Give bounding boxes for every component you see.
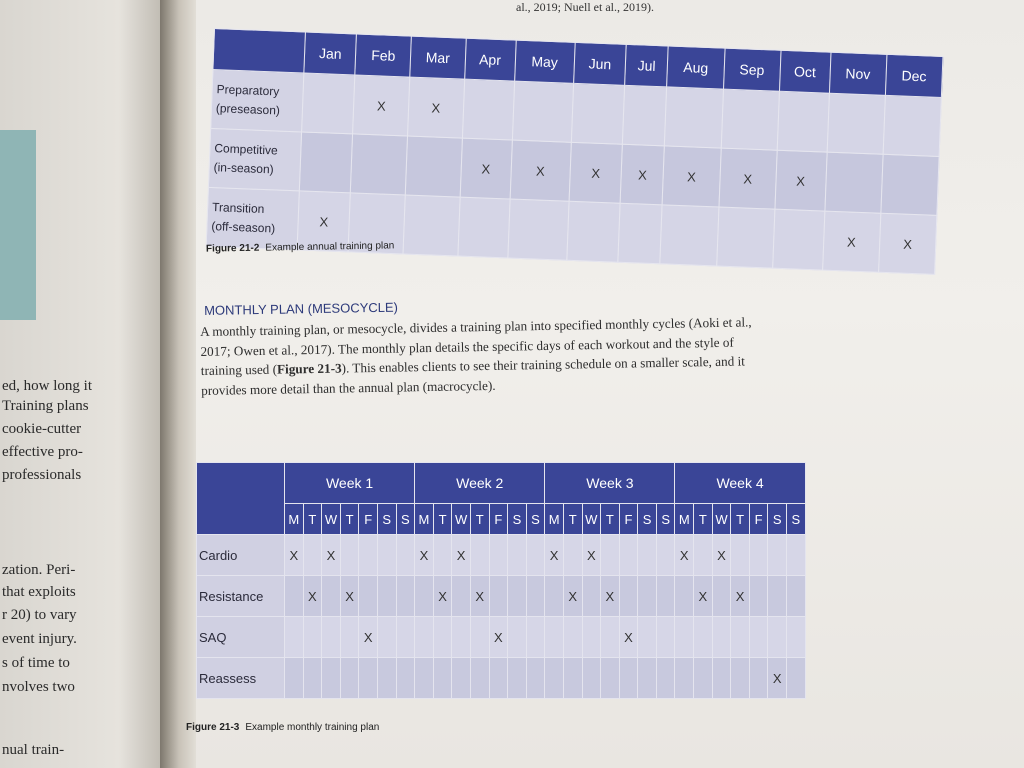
monthly-cell	[694, 658, 713, 699]
monthly-cell	[285, 576, 304, 617]
day-header: W	[582, 504, 601, 535]
monthly-row	[197, 617, 806, 658]
annual-cell	[721, 89, 779, 150]
monthly-cell	[322, 658, 341, 699]
day-header: W	[712, 504, 731, 535]
monthly-cell	[303, 658, 322, 699]
monthly-cell	[656, 576, 675, 617]
monthly-cell	[601, 617, 620, 658]
monthly-cell	[470, 658, 489, 699]
annual-cell	[567, 201, 621, 262]
monthly-cell	[526, 535, 545, 576]
week-header: Week 4	[675, 463, 805, 504]
monthly-cell: X	[322, 535, 341, 576]
day-header: S	[508, 504, 527, 535]
annual-cell: X	[878, 213, 936, 274]
day-header: W	[452, 504, 471, 535]
paragraph-text-2: ). This enables clients to see their training schedule on a smaller scale, and it provides more detail than the annual plan (macrocycle).	[201, 353, 746, 398]
monthly-cell	[749, 617, 768, 658]
monthly-cell: X	[545, 535, 564, 576]
monthly-cell: X	[582, 535, 601, 576]
citation-text: al., 2019; Nuell et al., 2019).	[516, 0, 654, 14]
monthly-cell	[415, 617, 434, 658]
monthly-cell	[712, 658, 731, 699]
monthly-cell: X	[712, 535, 731, 576]
left-page-line: professionals	[2, 467, 82, 483]
day-header: W	[322, 504, 341, 535]
annual-cell	[881, 154, 939, 215]
monthly-cell	[694, 535, 713, 576]
monthly-cell	[656, 658, 675, 699]
main-page	[186, 0, 1024, 768]
figure-reference: Figure 21-3	[276, 360, 342, 377]
day-header: T	[694, 504, 713, 535]
monthly-week-header-row	[197, 463, 806, 504]
monthly-cell	[508, 617, 527, 658]
monthly-cell	[415, 576, 434, 617]
figure-caption-text: Example annual training plan	[265, 240, 395, 254]
left-page-line: Training plans	[2, 398, 89, 414]
monthly-cell	[526, 617, 545, 658]
month-header: Sep	[723, 48, 781, 91]
monthly-cell	[452, 617, 471, 658]
monthly-cell	[601, 535, 620, 576]
annual-cell	[883, 95, 941, 156]
monthly-cell	[508, 576, 527, 617]
annual-cell	[512, 81, 573, 142]
monthly-cell: X	[694, 576, 713, 617]
annual-cell: X	[569, 142, 623, 203]
figure-number: Figure 21-3	[186, 722, 240, 733]
annual-cell	[507, 199, 568, 260]
monthly-cell	[340, 617, 359, 658]
monthly-cell	[303, 617, 322, 658]
monthly-row-label: SAQ	[197, 617, 285, 658]
left-page-line: ed, how long it	[2, 378, 92, 394]
monthly-cell	[322, 576, 341, 617]
monthly-cell	[563, 535, 582, 576]
monthly-cell	[545, 617, 564, 658]
left-page-line: event injury.	[2, 631, 77, 647]
monthly-cell	[787, 535, 806, 576]
monthly-cell	[508, 658, 527, 699]
monthly-cell	[619, 658, 638, 699]
monthly-cell	[675, 576, 694, 617]
monthly-cell	[433, 617, 452, 658]
day-header: S	[768, 504, 787, 535]
month-header: May	[514, 40, 575, 83]
month-header: Aug	[667, 46, 725, 89]
month-header: Nov	[829, 52, 887, 95]
monthly-cell	[582, 617, 601, 658]
phase-period: (off-season)	[211, 219, 276, 236]
monthly-cell	[749, 658, 768, 699]
annual-cell: X	[408, 77, 465, 138]
phase-period: (preseason)	[215, 101, 281, 118]
phase-period: (in-season)	[213, 160, 274, 177]
day-header: S	[396, 504, 415, 535]
monthly-cell	[285, 658, 304, 699]
annual-cell: X	[620, 144, 664, 205]
monthly-cell: X	[675, 535, 694, 576]
monthly-cell: X	[452, 535, 471, 576]
annual-cell	[571, 83, 625, 144]
annual-cell: X	[662, 146, 720, 207]
annual-header-corner	[213, 29, 306, 73]
monthly-cell: X	[285, 535, 304, 576]
monthly-cell	[601, 658, 620, 699]
monthly-cell	[563, 617, 582, 658]
day-header: T	[731, 504, 750, 535]
monthly-cell	[377, 535, 396, 576]
monthly-cell	[489, 535, 508, 576]
monthly-cell	[396, 617, 415, 658]
monthly-cell	[768, 617, 787, 658]
monthly-cell	[470, 535, 489, 576]
day-header: F	[359, 504, 378, 535]
left-page-line: effective pro-	[2, 444, 83, 460]
annual-cell: X	[460, 138, 512, 199]
monthly-cell	[359, 535, 378, 576]
day-header: S	[526, 504, 545, 535]
monthly-cell	[396, 535, 415, 576]
monthly-row-label: Reassess	[197, 658, 285, 699]
monthly-cell	[638, 658, 657, 699]
monthly-cell	[526, 576, 545, 617]
monthly-cell: X	[340, 576, 359, 617]
monthly-header-corner	[197, 463, 285, 535]
annual-cell	[772, 209, 824, 270]
monthly-cell	[489, 658, 508, 699]
annual-cell	[777, 91, 829, 152]
monthly-cell	[787, 576, 806, 617]
monthly-cell	[415, 658, 434, 699]
annual-cell	[665, 87, 723, 148]
figure-21-3-caption	[186, 722, 379, 733]
monthly-cell	[396, 658, 415, 699]
annual-cell	[403, 195, 460, 256]
annual-cell	[351, 134, 408, 195]
left-page-color-strip	[0, 130, 36, 320]
day-header: F	[749, 504, 768, 535]
monthly-cell	[303, 535, 322, 576]
monthly-cell	[377, 576, 396, 617]
annual-cell	[660, 205, 718, 266]
monthly-cell	[582, 576, 601, 617]
day-header: S	[656, 504, 675, 535]
annual-cell	[405, 136, 462, 197]
monthly-cell	[582, 658, 601, 699]
monthly-cell: X	[470, 576, 489, 617]
monthly-cell: X	[601, 576, 620, 617]
figure-number: Figure 21-2	[205, 242, 260, 255]
monthly-cell	[638, 576, 657, 617]
month-header: Jun	[573, 42, 626, 85]
monthly-cell	[563, 658, 582, 699]
monthly-cell	[768, 535, 787, 576]
annual-row-label	[208, 128, 301, 190]
monthly-cell	[638, 535, 657, 576]
monthly-cell: X	[731, 576, 750, 617]
monthly-row-label: Resistance	[197, 576, 285, 617]
left-page-line: r 20) to vary	[2, 607, 77, 623]
day-header: M	[545, 504, 564, 535]
monthly-cell	[656, 535, 675, 576]
phase-name: Competitive	[214, 141, 278, 158]
monthly-cell	[452, 658, 471, 699]
phase-name: Preparatory	[216, 82, 280, 99]
day-header: F	[619, 504, 638, 535]
monthly-cell: X	[489, 617, 508, 658]
monthly-cell	[470, 617, 489, 658]
left-page-line: nual train-	[2, 742, 65, 758]
monthly-cell	[377, 617, 396, 658]
annual-cell	[827, 93, 885, 154]
annual-cell: X	[775, 150, 827, 211]
monthly-cell	[768, 576, 787, 617]
left-page-line: s of time to	[2, 655, 70, 671]
day-header: T	[433, 504, 452, 535]
month-header: Feb	[355, 34, 411, 77]
annual-cell: X	[822, 211, 880, 272]
monthly-cell	[322, 617, 341, 658]
monthly-cell	[619, 576, 638, 617]
monthly-training-plan-table	[196, 462, 806, 699]
month-header: Dec	[885, 54, 943, 97]
monthly-cell	[545, 576, 564, 617]
monthly-cell	[508, 535, 527, 576]
monthly-cell	[377, 658, 396, 699]
annual-row-label	[211, 69, 304, 131]
left-facing-page	[0, 0, 170, 768]
annual-cell: X	[353, 75, 410, 136]
day-header: M	[285, 504, 304, 535]
annual-cell	[623, 85, 667, 146]
month-header: Apr	[464, 38, 515, 81]
monthly-cell	[433, 658, 452, 699]
annual-training-plan-table	[206, 28, 944, 275]
phase-name: Transition	[211, 200, 265, 217]
week-header: Week 3	[545, 463, 675, 504]
monthly-cell: X	[415, 535, 434, 576]
annual-cell	[618, 203, 662, 264]
monthly-cell	[452, 576, 471, 617]
day-header: S	[638, 504, 657, 535]
annual-cell	[458, 197, 510, 258]
annual-cell: X	[719, 148, 777, 209]
monthly-cell: X	[303, 576, 322, 617]
day-header: S	[787, 504, 806, 535]
day-header: M	[675, 504, 694, 535]
monthly-cell	[749, 535, 768, 576]
day-header: S	[377, 504, 396, 535]
monthly-cell: X	[619, 617, 638, 658]
month-header: Oct	[779, 50, 830, 93]
left-page-line: zation. Peri-	[2, 562, 76, 578]
annual-cell	[299, 132, 353, 193]
week-header: Week 1	[285, 463, 415, 504]
monthly-day-header-row	[197, 504, 806, 535]
monthly-cell	[619, 535, 638, 576]
monthly-cell: X	[768, 658, 787, 699]
monthly-cell	[340, 658, 359, 699]
day-header: M	[415, 504, 434, 535]
monthly-cell	[656, 617, 675, 658]
annual-cell: X	[297, 191, 351, 252]
monthly-cell	[712, 576, 731, 617]
monthly-cell: X	[359, 617, 378, 658]
monthly-cell	[359, 658, 378, 699]
left-page-line: that exploits	[2, 584, 76, 600]
week-header: Week 2	[415, 463, 545, 504]
monthly-cell: X	[563, 576, 582, 617]
section-paragraph	[200, 312, 776, 400]
monthly-cell	[340, 535, 359, 576]
monthly-cell	[787, 617, 806, 658]
month-header: Mar	[410, 36, 466, 79]
paragraph-text-1: A monthly training plan, or mesocycle, divides a training plan into specified monthly cycles (Aoki et al., 2017; Owen et al., 2017). The monthly plan details the specific days of each workout and the style of training used (	[200, 314, 752, 378]
monthly-cell	[694, 617, 713, 658]
monthly-cell	[433, 535, 452, 576]
monthly-row	[197, 535, 806, 576]
left-page-line: cookie-cutter	[2, 421, 82, 437]
month-header: Jan	[304, 32, 357, 75]
day-header: T	[563, 504, 582, 535]
monthly-cell	[731, 658, 750, 699]
monthly-cell	[675, 658, 694, 699]
monthly-row	[197, 658, 806, 699]
monthly-cell	[396, 576, 415, 617]
monthly-cell	[675, 617, 694, 658]
monthly-cell	[545, 658, 564, 699]
annual-cell	[716, 207, 774, 268]
monthly-cell	[787, 658, 806, 699]
annual-cell	[462, 79, 514, 140]
monthly-cell	[731, 617, 750, 658]
day-header: T	[470, 504, 489, 535]
monthly-table-body	[197, 535, 806, 699]
monthly-cell	[731, 535, 750, 576]
figure-caption-text: Example monthly training plan	[245, 722, 380, 733]
monthly-cell	[638, 617, 657, 658]
monthly-cell: X	[433, 576, 452, 617]
month-header: Jul	[625, 44, 669, 87]
day-header: T	[601, 504, 620, 535]
day-header: T	[303, 504, 322, 535]
monthly-cell	[526, 658, 545, 699]
monthly-row-label: Cardio	[197, 535, 285, 576]
annual-row-label	[206, 187, 299, 249]
monthly-cell	[489, 576, 508, 617]
annual-cell	[825, 152, 883, 213]
day-header: F	[489, 504, 508, 535]
annual-cell: X	[510, 140, 571, 201]
left-page-line: nvolves two	[2, 679, 75, 695]
monthly-cell	[749, 576, 768, 617]
annual-cell	[302, 73, 356, 134]
monthly-row	[197, 576, 806, 617]
monthly-cell	[285, 617, 304, 658]
monthly-cell	[712, 617, 731, 658]
section-heading: MONTHLY PLAN (MESOCYCLE)	[204, 299, 399, 318]
monthly-cell	[359, 576, 378, 617]
day-header: T	[340, 504, 359, 535]
